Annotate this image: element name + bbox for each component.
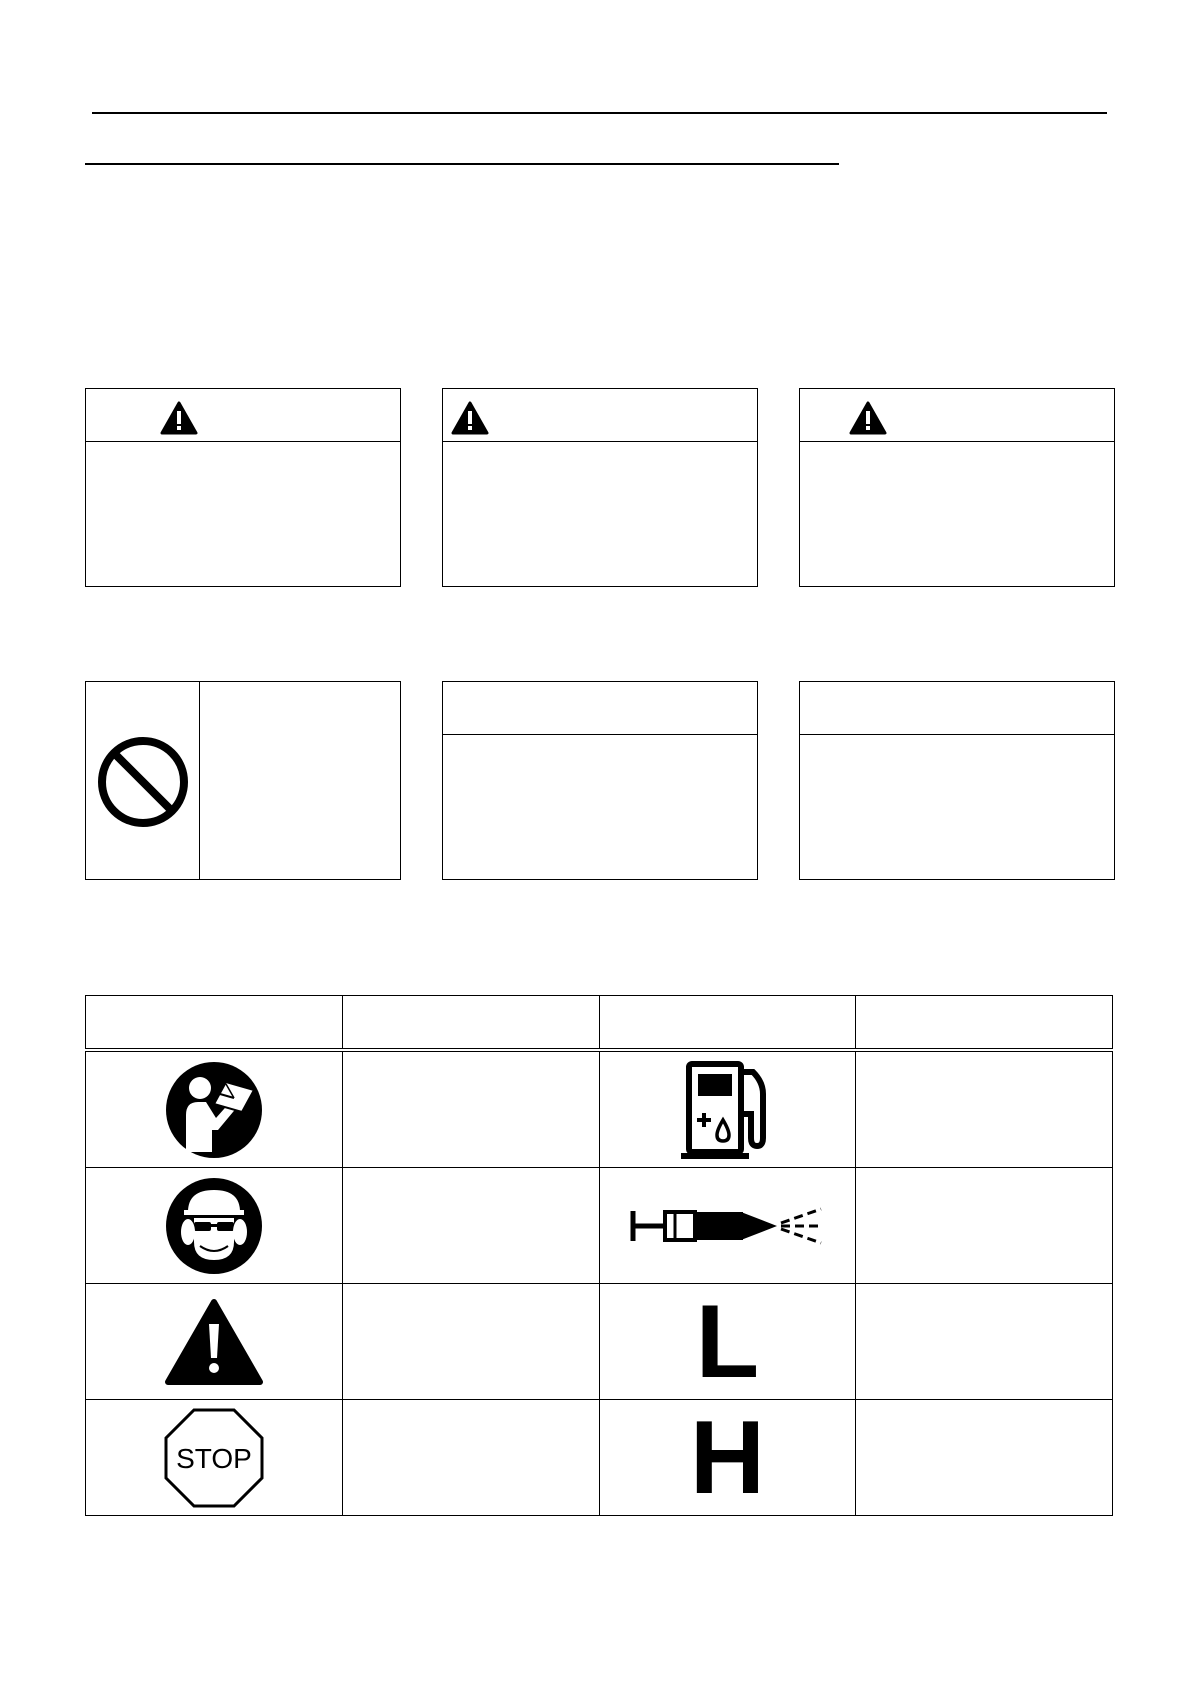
prohibition-box [85, 681, 401, 880]
stop-sign-label: STOP [176, 1442, 252, 1474]
symbol-description [342, 1050, 599, 1168]
read-manual-icon [164, 1060, 264, 1160]
symbol-description [342, 1284, 599, 1400]
prohibition-icon-panel [86, 682, 200, 879]
table-row [86, 1168, 1113, 1284]
symbol-icon-cell [86, 1284, 343, 1400]
symbol-table [85, 995, 1113, 1516]
notice-box-3 [799, 681, 1115, 880]
letter-h-icon: H [689, 1399, 765, 1516]
symbol-icon-cell [599, 1050, 856, 1168]
table-row [86, 1284, 1113, 1400]
warning-box-2 [442, 388, 758, 587]
symbol-icon-cell [86, 1400, 343, 1516]
primer-syringe-icon [629, 1201, 825, 1251]
warning-box-1 [85, 388, 401, 587]
warning-triangle-icon [160, 401, 198, 435]
letter-l-icon: L [695, 1283, 760, 1400]
symbol-description [856, 1400, 1113, 1516]
symbol-icon-cell [599, 1400, 856, 1516]
stop-sign-icon [164, 1408, 264, 1508]
header-rule-top [92, 112, 1107, 114]
symbol-description [856, 1168, 1113, 1284]
symbol-icon-cell [599, 1168, 856, 1284]
symbol-table-header-row [86, 996, 1113, 1051]
warning-box-head [800, 389, 1114, 442]
warning-box-head [86, 389, 400, 442]
fuel-pump-icon [679, 1058, 775, 1162]
symbol-table-header [856, 996, 1113, 1051]
symbol-description [342, 1400, 599, 1516]
symbol-description [856, 1050, 1113, 1168]
notice-box-head [443, 682, 757, 735]
symbol-icon-cell [86, 1050, 343, 1168]
warning-triangle-icon [451, 401, 489, 435]
warning-box-head [443, 389, 757, 442]
header-rule-bottom [85, 163, 839, 165]
notice-box-head [800, 682, 1114, 735]
symbol-icon-cell [86, 1168, 343, 1284]
symbol-description [342, 1168, 599, 1284]
table-row [86, 1400, 1113, 1516]
table-row [86, 1050, 1113, 1168]
symbol-table-header [342, 996, 599, 1051]
warning-triangle-icon [849, 401, 887, 435]
symbol-description [856, 1284, 1113, 1400]
prohibition-icon [96, 735, 190, 829]
symbol-icon-cell [599, 1284, 856, 1400]
symbol-table-header [86, 996, 343, 1051]
notice-box-2 [442, 681, 758, 880]
warning-triangle-icon [164, 1298, 264, 1386]
safety-gear-icon [164, 1176, 264, 1276]
symbol-table-header [599, 996, 856, 1051]
warning-box-3 [799, 388, 1115, 587]
